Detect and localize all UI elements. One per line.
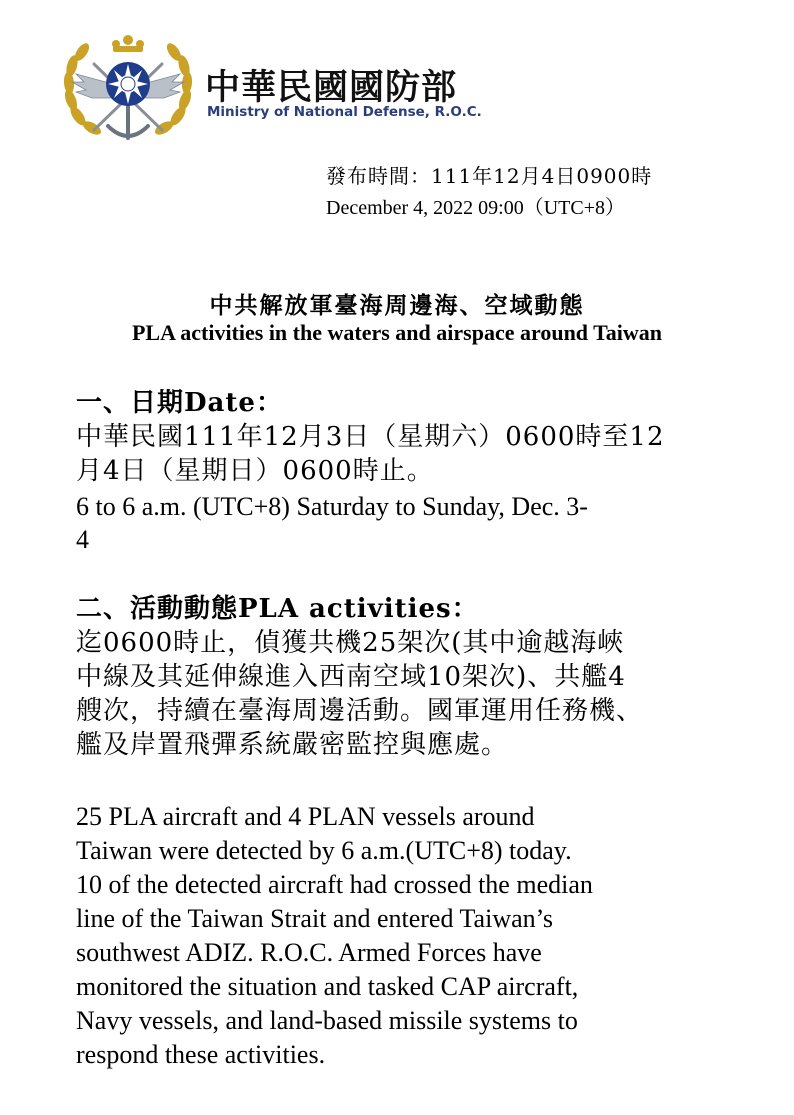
section-activities-en-line: 10 of the detected aircraft had crossed the median bbox=[76, 870, 593, 899]
section-activities-zh-line: 艘次，持續在臺海周邊活動。國軍運用任務機、 bbox=[76, 696, 644, 726]
section-activities-en-line: Navy vessels, and land-based missile systems to bbox=[76, 1006, 578, 1035]
section-activities-zh-line: 迄0600時止，偵獲共機25架次(其中逾越海峽 bbox=[76, 628, 625, 658]
ornament-icon bbox=[112, 35, 144, 52]
sun-emblem-icon bbox=[106, 62, 150, 106]
ministry-name-en: Ministry of National Defense, R.O.C. bbox=[207, 104, 482, 120]
release-time-en: December 4, 2022 09:00（UTC+8） bbox=[326, 197, 626, 219]
ministry-name-zh: 中華民國國防部 bbox=[205, 68, 458, 108]
section-activities-heading: 二、活動動態PLA activities： bbox=[76, 594, 479, 624]
release-time-zh: 發布時間：111年12月4日0900時 bbox=[326, 164, 653, 188]
section-date-en-line: 6 to 6 a.m. (UTC+8) Saturday to Sunday, Dec. 3- bbox=[76, 492, 588, 521]
section-date-zh-line: 中華民國111年12月3日（星期六）0600時至12 bbox=[76, 422, 665, 452]
section-date-en-line: 4 bbox=[76, 525, 89, 554]
section-date-zh-line: 月4日（星期日）0600時止。 bbox=[76, 456, 434, 486]
section-activities-zh-line: 艦及岸置飛彈系統嚴密監控與應處。 bbox=[76, 730, 509, 760]
section-activities-en-line: southwest ADIZ. R.O.C. Armed Forces have bbox=[76, 938, 542, 967]
section-activities-en-line: respond these activities. bbox=[76, 1040, 326, 1069]
section-activities-en-line: line of the Taiwan Strait and entered Taiwan’s bbox=[76, 904, 553, 933]
document-title-en: PLA activities in the waters and airspace around Taiwan bbox=[131, 320, 663, 345]
section-activities-en-line: 25 PLA aircraft and 4 PLAN vessels around bbox=[76, 802, 535, 831]
document-title-zh: 中共解放軍臺海周邊海、空域動態 bbox=[209, 292, 585, 319]
section-activities-zh-line: 中線及其延伸線進入西南空域10架次)、共艦4 bbox=[76, 662, 626, 692]
section-date-heading: 一、日期Date： bbox=[76, 388, 283, 418]
mnd-emblem-logo bbox=[58, 28, 198, 148]
section-activities-en-line: monitored the situation and tasked CAP aircraft, bbox=[76, 972, 579, 1001]
section-activities-en-line: Taiwan were detected by 6 a.m.(UTC+8) today. bbox=[76, 836, 572, 865]
